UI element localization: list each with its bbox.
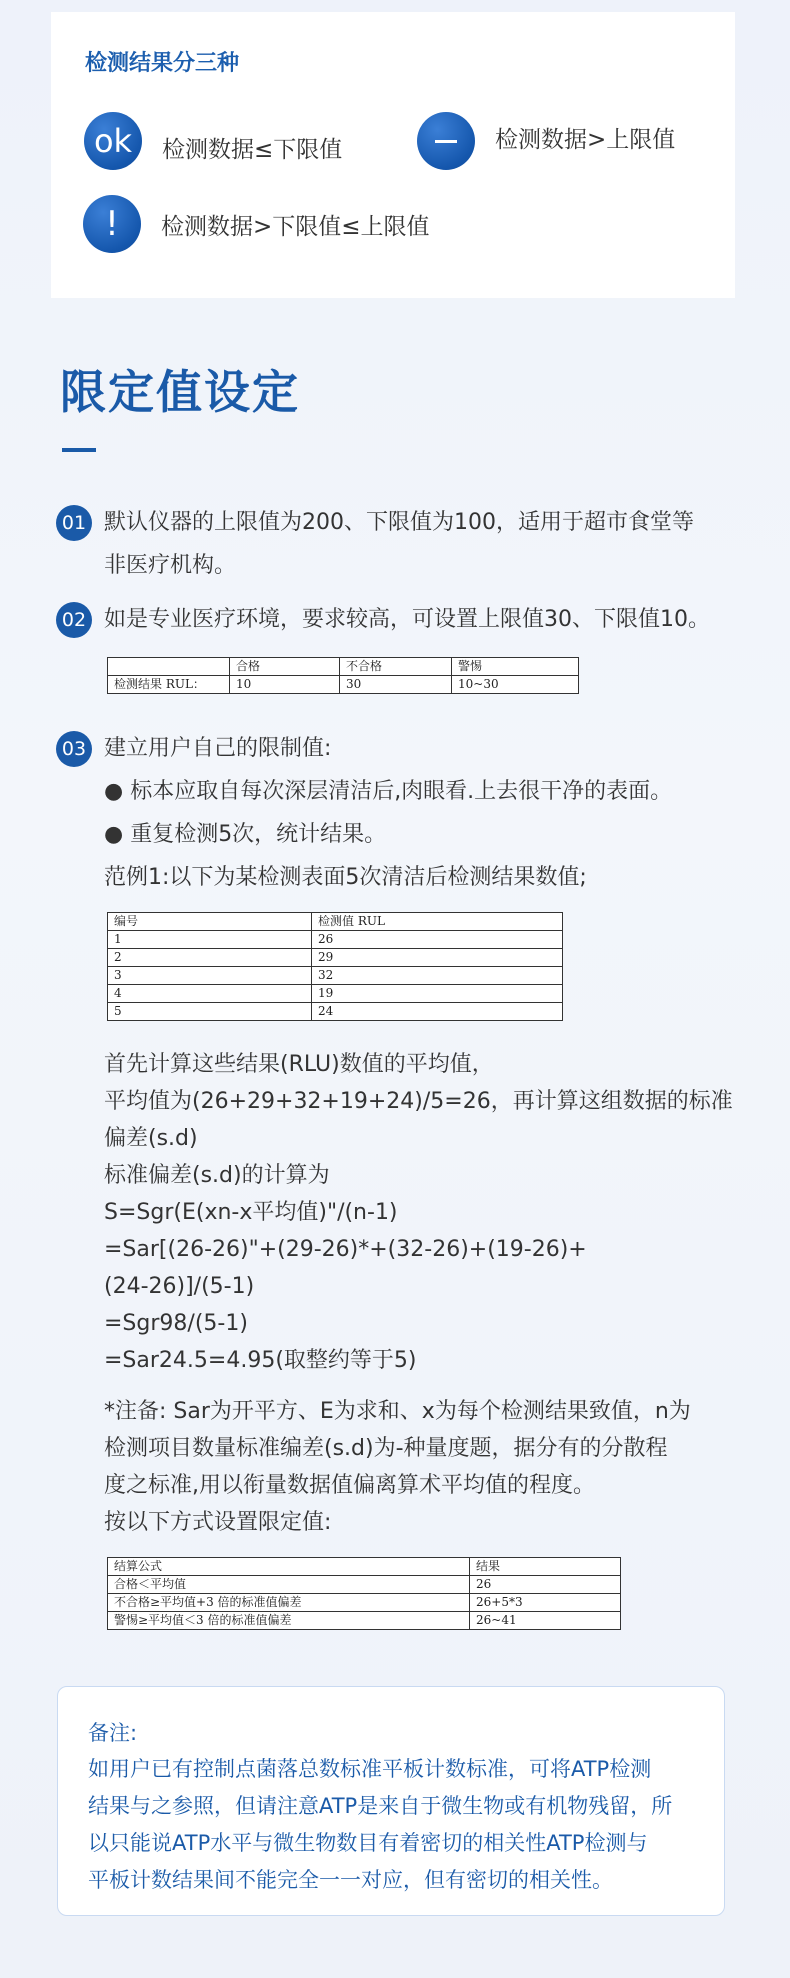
annotation-line: 度之标准,用以衔量数据值偏离算术平均值的程度。 [104,1473,595,1498]
table-row [108,1003,563,1021]
step-03-line: 建立用户自己的限制值: [104,736,332,761]
table-cell: 32 [312,967,563,985]
step-01-line: 非医疗机构。 [104,553,237,578]
section-title: 限定值设定 [60,365,300,419]
table-cell: 检测值 RUL [312,913,563,931]
calc-line: =Sar24.5=4.95(取整约等于5) [104,1348,417,1373]
table-cell: 结果 [470,1558,621,1576]
table-cell: 26 [470,1576,621,1594]
calc-line: (24-26)]/(5-1) [104,1274,255,1299]
results-card [51,12,735,298]
step-number-03: 03 [56,731,92,767]
table-cell: 30 [340,676,452,694]
table-row [108,658,579,676]
table-cell: 5 [108,1003,312,1021]
result-label: 检测数据>上限值 [495,126,676,153]
annotation-line: 按以下方式设置限定值: [104,1510,332,1535]
annotation-text [104,1393,734,1541]
calc-line: =Sgr98/(5-1) [104,1311,248,1336]
table-row [108,1594,621,1612]
step-03-text [104,727,734,899]
table-row [108,1558,621,1576]
table-row [108,985,563,1003]
result-label: 检测数据>下限值≤上限值 [161,213,430,240]
sample-table [107,912,563,1021]
table-row [108,931,563,949]
result-item-over [417,112,675,170]
table-cell: 3 [108,967,312,985]
note-text [88,1751,718,1899]
annotation-line: 检测项目数量标准编差(s.d)为-种量度题，据分有的分散程 [104,1436,668,1461]
step-02-text: 如是专业医疗环境，要求较高，可设置上限值30、下限值10。 [104,607,710,632]
table-cell: 26~41 [470,1612,621,1630]
annotation-line: *注备: Sar为开平方、E为求和、x为每个检测结果致值，n为 [104,1399,691,1424]
title-underline [62,448,96,452]
calc-line: 标准偏差(s.d)的计算为 [104,1163,330,1188]
table-row [108,676,579,694]
table-cell: 1 [108,931,312,949]
calc-line: S=Sgr(E(xn-x平均值)"/(n-1) [104,1200,398,1225]
calc-line: 首先计算这些结果(RLU)数值的平均值， [104,1052,494,1077]
table-cell: 4 [108,985,312,1003]
note-line: 以只能说ATP水平与微生物数目有着密切的相关性ATP检测与 [88,1831,648,1855]
table-row [108,1576,621,1594]
calculation-text [104,1046,734,1379]
note-box [57,1686,725,1916]
bullet-item: ● 标本应取自每次深层清洁后,肉眼看.上去很干净的表面。 [104,779,673,804]
exclamation-icon: ! [83,195,141,253]
table-cell: 检测结果 RUL： [108,676,230,694]
results-card-title: 检测结果分三种 [85,51,240,76]
table-cell: 26+5*3 [470,1594,621,1612]
calc-line: 平均值为(26+29+32+19+24)/5=26，再计算这组数据的标准 [104,1089,733,1114]
step-03-line: 范例1:以下为某检测表面5次清洁后检测结果数值; [104,865,587,890]
table-cell: 编号 [108,913,312,931]
table-cell: 26 [312,931,563,949]
ok-icon: ok [84,112,142,170]
table-row [108,949,563,967]
step-01-text [104,501,734,587]
formula-table [107,1557,621,1630]
table-cell: 不合格≥平均值+3 倍的标准值偏差 [108,1594,470,1612]
step-01-line: 默认仪器的上限值为200、下限值为100，适用于超市食堂等 [104,510,694,535]
minus-icon [417,112,475,170]
table-row [108,967,563,985]
calc-line: 偏差(s.d) [104,1126,198,1151]
step-number-02: 02 [56,602,92,638]
result-item-warning [83,195,430,253]
table-cell: 合格 [230,658,340,676]
table-cell: 不合格 [340,658,452,676]
table-cell: 10 [230,676,340,694]
table-row [108,913,563,931]
note-title: 备注: [88,1721,138,1745]
note-line: 平板计数结果间不能完全一一对应，但有密切的相关性。 [88,1868,613,1892]
table-cell: 24 [312,1003,563,1021]
calc-line: =Sar[(26-26)"+(29-26)*+(32-26)+(19-26)+ [104,1237,587,1262]
result-label: 检测数据≤下限值 [162,136,343,163]
table-cell: 合格＜平均值 [108,1576,470,1594]
table-cell: 19 [312,985,563,1003]
table-cell [108,658,230,676]
limits-table [107,657,579,694]
note-line: 结果与之参照，但请注意ATP是来自于微生物或有机物残留，所 [88,1794,673,1818]
result-item-ok [84,112,342,170]
table-cell: 警惕 [452,658,579,676]
table-cell: 警惕≥平均值＜3 倍的标准值偏差 [108,1612,470,1630]
note-line: 如用户已有控制点菌落总数标准平板计数标准，可将ATP检测 [88,1757,652,1781]
table-cell: 2 [108,949,312,967]
bullet-item: ● 重复检测5次，统计结果。 [104,822,387,847]
step-number-01: 01 [56,505,92,541]
table-cell: 结算公式 [108,1558,470,1576]
table-cell: 29 [312,949,563,967]
table-row [108,1612,621,1630]
table-cell: 10~30 [452,676,579,694]
